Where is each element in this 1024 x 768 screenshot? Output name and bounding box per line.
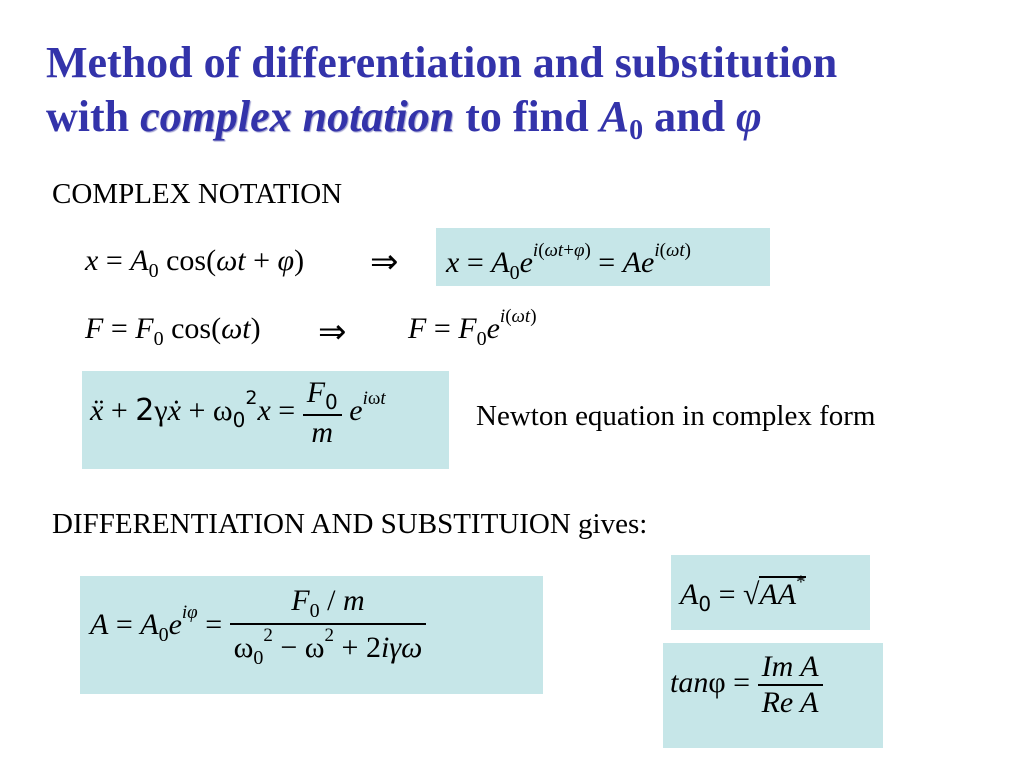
magnitude-equation: $A_0 = √AA^*$ bbox=[680, 572, 806, 616]
force-equation: $F = F_0$ cos(ωt) bbox=[85, 312, 261, 350]
title-line-2 bbox=[46, 90, 1006, 158]
title-amp-sub: 0 bbox=[629, 115, 644, 146]
implies-arrow-2: ⇒ bbox=[318, 312, 347, 352]
complex-displacement-equation: $x = A_0e^{i(\omega t+\varphi)} = Ae^{i(\omega t)}$ bbox=[446, 240, 691, 284]
newton-caption: Newton equation in complex form bbox=[476, 400, 876, 432]
title-line-1: Method of differentiation and substitution bbox=[46, 38, 838, 87]
displacement-equation: $x = A_0$ cos(ωt + φ) bbox=[85, 244, 305, 282]
title-with: with bbox=[46, 92, 130, 141]
title-to-find: to find bbox=[465, 92, 589, 141]
phase-equation: tanφ = $\frac{\text{Im A}}{\text{Re A}}$ bbox=[670, 650, 823, 720]
implies-arrow-1: ⇒ bbox=[370, 242, 399, 282]
complex-notation-label: COMPLEX NOTATION bbox=[52, 178, 343, 210]
page-title bbox=[46, 36, 1006, 158]
differentiation-label: DIFFERENTIATION AND SUBSTITUION gives: bbox=[52, 508, 648, 540]
title-and: and bbox=[654, 92, 726, 141]
title-emphasis: complex notation bbox=[140, 92, 455, 141]
title-amp-symbol: A bbox=[599, 92, 630, 141]
amplitude-equation: $A = A_0e^{i\varphi}$ = $\frac{F_0 / m}{\omega_0^2 - \omega^2 + 2i\gamma\omega}$ bbox=[90, 584, 426, 670]
newton-equation: ẍ + 2γẋ + $\omega_0^2x$ = $\frac{F_0}{m}$ $e^{i\omega t}$ bbox=[90, 376, 386, 449]
title-phase-symbol: φ bbox=[736, 92, 762, 141]
complex-force-equation: $F = F_0e^{i(\omega t)}$ bbox=[408, 306, 537, 350]
